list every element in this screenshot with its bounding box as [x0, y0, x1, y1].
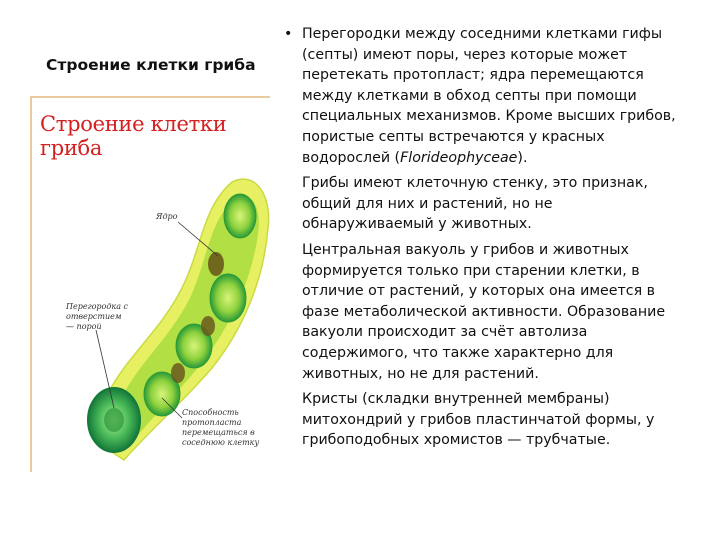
bullet: •	[284, 26, 293, 42]
paragraph-septa	[284, 24, 684, 168]
paragraph-septa-italic: Florideophyceae	[400, 149, 518, 166]
nucleus-2	[201, 316, 215, 336]
paragraph-vacuole: Центральная вакуоль у грибов и животных формируется только при старении клетки, в отличие от растений, у которых она имеется в фазе метаболической активности. Образование вакуоли происходит за счёт автолиза содержимого, что также характерно для животных, но не для растений.	[302, 241, 666, 382]
paragraph-cristae: Кристы (складки внутренней мембраны) митохондрий у грибов пластинчатой формы, у грибоподобных хромистов — трубчатые.	[302, 391, 655, 449]
paragraph-septa-end: ).	[517, 149, 528, 166]
septum-1	[224, 194, 256, 238]
slide-title: Строение клетки гриба	[46, 56, 256, 74]
septum-2	[210, 274, 246, 322]
label-septum: Перегородка с отверстием — порой	[66, 302, 129, 331]
label-nucleus: Ядро	[156, 212, 178, 221]
figure-title: Строение клетки гриба	[40, 112, 227, 160]
nucleus-1	[208, 252, 224, 276]
hypha-cell-figure	[30, 96, 270, 472]
nucleus-3	[171, 363, 185, 383]
text-block	[284, 24, 684, 456]
paragraph-cell-wall: Грибы имеют клеточную стенку, это признак, общий для них и растений, но не обнаруживаемый у животных.	[302, 175, 648, 233]
paragraph-septa-text: Перегородки между соседними клетками гифы (септы) имеют поры, через которые может перетекать протопласт; ядра перемещаются между клетками в обход септы при помощи специальных механизмов. Кроме высших грибов, пористые септы встречаются у красных водорослей (	[302, 26, 676, 166]
label-protoplast: Способность протопласта перемещаться в соседнюю клетку	[182, 408, 260, 447]
